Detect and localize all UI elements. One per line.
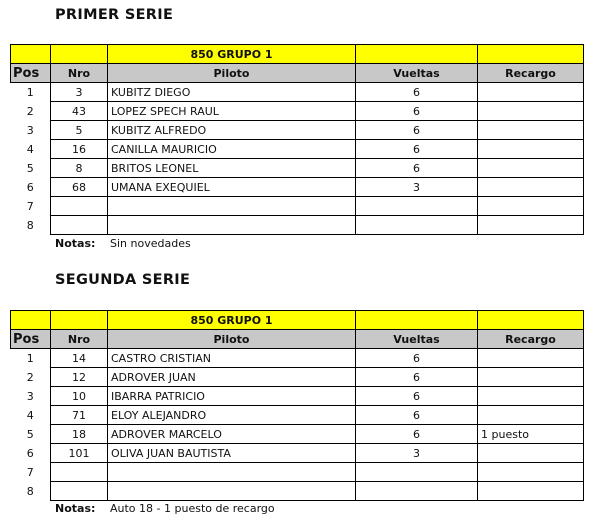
pos-cell: 2 <box>26 104 34 118</box>
serie-title: PRIMER SERIE <box>55 7 174 23</box>
col-header-piloto: Piloto <box>108 330 356 349</box>
recargo-cell <box>478 159 584 178</box>
table-row <box>11 159 584 178</box>
pos-cell: 8 <box>26 484 34 498</box>
results-table <box>10 44 584 235</box>
nro-cell <box>51 463 108 482</box>
col-header-pos: Pos <box>11 64 51 83</box>
table-row <box>11 406 584 425</box>
table-row <box>11 482 584 501</box>
vueltas-cell: 6 <box>356 159 478 178</box>
piloto-cell: ADROVER MARCELO <box>108 425 356 444</box>
pos-cell: 7 <box>26 199 34 213</box>
vueltas-cell: 6 <box>356 102 478 121</box>
piloto-cell: KUBITZ DIEGO <box>108 83 356 102</box>
vueltas-cell: 6 <box>356 368 478 387</box>
col-header-nro: Nro <box>51 330 108 349</box>
pos-cell: 1 <box>26 351 34 365</box>
recargo-cell <box>478 83 584 102</box>
table-row <box>11 197 584 216</box>
recargo-cell <box>478 216 584 235</box>
nro-cell: 18 <box>51 425 108 444</box>
piloto-cell: LOPEZ SPECH RAUL <box>108 102 356 121</box>
vueltas-cell: 6 <box>356 121 478 140</box>
piloto-cell <box>108 463 356 482</box>
piloto-cell <box>108 216 356 235</box>
pos-cell: 6 <box>26 180 34 194</box>
recargo-cell <box>478 197 584 216</box>
pos-cell: 3 <box>26 389 34 403</box>
vueltas-cell: 6 <box>356 140 478 159</box>
table-row <box>11 83 584 102</box>
table-row <box>11 387 584 406</box>
pos-cell: 4 <box>26 142 34 156</box>
table-row <box>11 444 584 463</box>
table-row <box>11 425 584 444</box>
recargo-cell <box>478 387 584 406</box>
piloto-cell: ELOY ALEJANDRO <box>108 406 356 425</box>
results-table <box>10 310 584 501</box>
col-header-nro: Nro <box>51 64 108 83</box>
piloto-cell: BRITOS LEONEL <box>108 159 356 178</box>
pos-cell: 4 <box>26 408 34 422</box>
group-header-row <box>11 45 584 64</box>
nro-cell: 14 <box>51 349 108 368</box>
notes-text: Sin novedades <box>110 237 191 250</box>
vueltas-cell <box>356 216 478 235</box>
col-header-piloto: Piloto <box>108 64 356 83</box>
notes <box>55 502 275 515</box>
recargo-cell <box>478 444 584 463</box>
recargo-cell <box>478 178 584 197</box>
vueltas-cell: 6 <box>356 425 478 444</box>
recargo-cell <box>478 121 584 140</box>
table-row <box>11 140 584 159</box>
nro-cell: 10 <box>51 387 108 406</box>
vueltas-cell: 6 <box>356 349 478 368</box>
table-row <box>11 368 584 387</box>
recargo-cell <box>478 482 584 501</box>
nro-cell: 101 <box>51 444 108 463</box>
column-header-row <box>11 330 584 349</box>
vueltas-cell <box>356 197 478 216</box>
notes-text: Auto 18 - 1 puesto de recargo <box>110 502 275 515</box>
col-header-pos: Pos <box>11 330 51 349</box>
piloto-cell <box>108 482 356 501</box>
col-header-recargo: Recargo <box>478 64 584 83</box>
group-label: 850 GRUPO 1 <box>108 311 356 330</box>
piloto-cell: ADROVER JUAN <box>108 368 356 387</box>
nro-cell: 5 <box>51 121 108 140</box>
nro-cell: 71 <box>51 406 108 425</box>
nro-cell: 12 <box>51 368 108 387</box>
recargo-cell <box>478 406 584 425</box>
col-header-vueltas: Vueltas <box>356 330 478 349</box>
notes-label: Notas: <box>55 502 96 515</box>
recargo-cell <box>478 463 584 482</box>
nro-cell: 16 <box>51 140 108 159</box>
nro-cell: 3 <box>51 83 108 102</box>
table-row <box>11 216 584 235</box>
piloto-cell: UMANA EXEQUIEL <box>108 178 356 197</box>
notes <box>55 237 191 250</box>
pos-cell: 1 <box>26 85 34 99</box>
nro-cell <box>51 197 108 216</box>
pos-cell: 3 <box>26 123 34 137</box>
recargo-cell <box>478 102 584 121</box>
recargo-cell <box>478 368 584 387</box>
pos-cell: 5 <box>26 161 34 175</box>
pos-cell: 5 <box>26 427 34 441</box>
vueltas-cell: 3 <box>356 178 478 197</box>
recargo-cell <box>478 349 584 368</box>
piloto-cell: OLIVA JUAN BAUTISTA <box>108 444 356 463</box>
group-label: 850 GRUPO 1 <box>108 45 356 64</box>
vueltas-cell: 6 <box>356 406 478 425</box>
pos-cell: 8 <box>26 218 34 232</box>
vueltas-cell: 6 <box>356 83 478 102</box>
pos-cell: 7 <box>26 465 34 479</box>
nro-cell: 8 <box>51 159 108 178</box>
group-header-row <box>11 311 584 330</box>
recargo-cell: 1 puesto <box>478 425 584 444</box>
pos-cell: 2 <box>26 370 34 384</box>
notes-label: Notas: <box>55 237 96 250</box>
vueltas-cell: 6 <box>356 387 478 406</box>
piloto-cell <box>108 197 356 216</box>
piloto-cell: CASTRO CRISTIAN <box>108 349 356 368</box>
pos-cell: 6 <box>26 446 34 460</box>
piloto-cell: CANILLA MAURICIO <box>108 140 356 159</box>
table-row <box>11 349 584 368</box>
vueltas-cell <box>356 482 478 501</box>
nro-cell: 43 <box>51 102 108 121</box>
vueltas-cell: 3 <box>356 444 478 463</box>
column-header-row <box>11 64 584 83</box>
serie-title: SEGUNDA SERIE <box>55 272 191 288</box>
piloto-cell: KUBITZ ALFREDO <box>108 121 356 140</box>
table-row <box>11 463 584 482</box>
recargo-cell <box>478 140 584 159</box>
nro-cell <box>51 216 108 235</box>
col-header-recargo: Recargo <box>478 330 584 349</box>
table-row <box>11 178 584 197</box>
nro-cell: 68 <box>51 178 108 197</box>
table-row <box>11 121 584 140</box>
table-row <box>11 102 584 121</box>
nro-cell <box>51 482 108 501</box>
piloto-cell: IBARRA PATRICIO <box>108 387 356 406</box>
vueltas-cell <box>356 463 478 482</box>
col-header-vueltas: Vueltas <box>356 64 478 83</box>
